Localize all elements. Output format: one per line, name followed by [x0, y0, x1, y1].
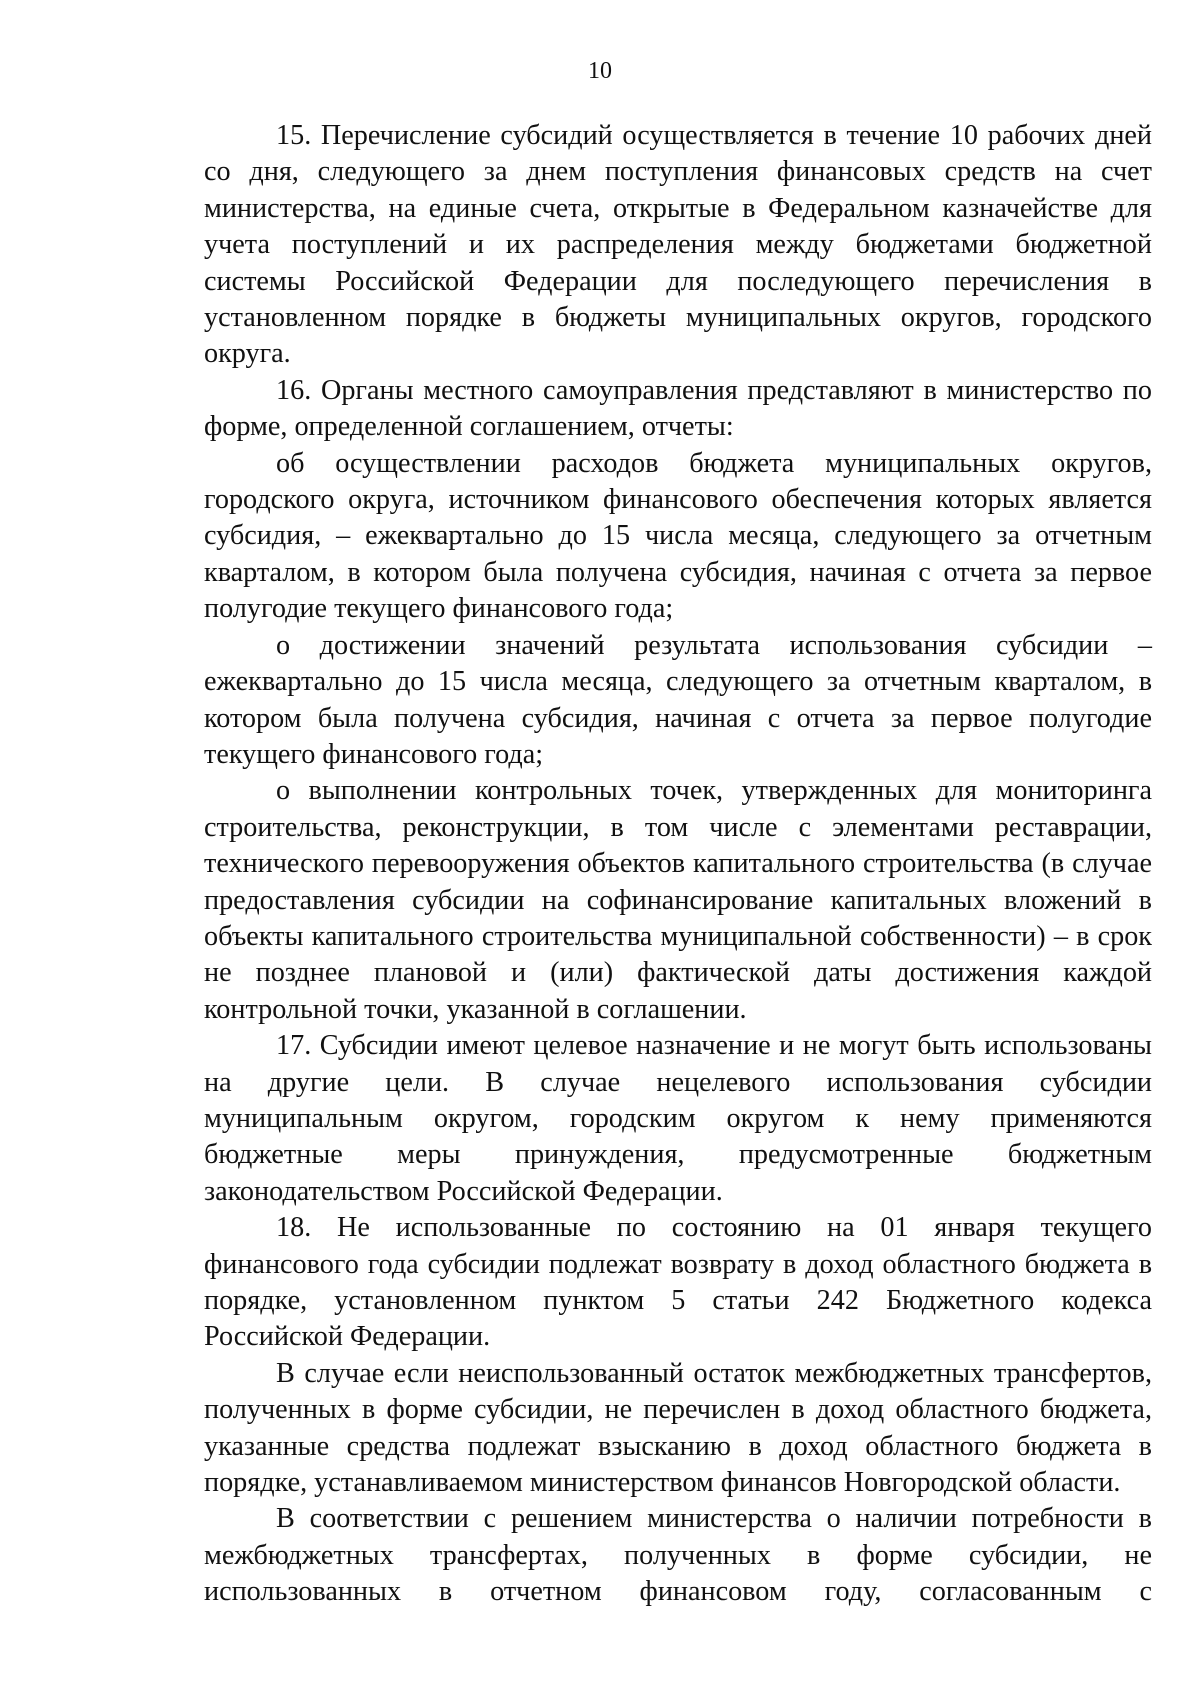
- paragraph-18-ministry-decision: В соответствии с решением министерства о наличии потребности в межбюджетных трансфертах, полученных в форме субсидии, не использованных в отчетном финансовом году, согласованным с: [204, 1503, 1152, 1608]
- page-number: 10: [588, 58, 612, 84]
- paragraph-18-unused-balance: В случае если неиспользованный остаток межбюджетных трансфертов, полученных в форме субсидии, не перечислен в доход областного бюджета, указанные средства подлежат взысканию в доход областного бюджета в порядке, устанавливаемом министерством финансов Новгородской области.: [204, 1357, 1152, 1499]
- paragraph-16-report-results: о достижении значений результата использования субсидии – ежеквартально до 15 числа месяца, следующего за отчетным кварталом, в котором была получена субсидия, начиная с отчета за первое полугодие текущего финансового года;: [204, 629, 1152, 770]
- paragraph-17: 17. Субсидии имеют целевое назначение и не могут быть использованы на другие цели. В случае нецелевого использования субсидии муниципальным округом, городским округом к нему применяются бюджетные меры принуждения, предусмотренные бюджетным законодательством Российской Федерации.: [204, 1030, 1152, 1207]
- paragraph-16-report-expenses: об осуществлении расходов бюджета муниципальных округов, городского округа, источником финансового обеспечения которых является субсидия, – ежеквартально до 15 числа месяца, следующего за отчетным кварталом, в котором была получена субсидия, начиная с отчета за первое полугодие текущего финансового года;: [204, 447, 1152, 625]
- document-body: [204, 118, 1152, 1611]
- paragraph-15: 15. Перечисление субсидий осуществляется в течение 10 рабочих дней со дня, следующего за днем поступления финансовых средств на счет министерства, на единые счета, открытые в Федеральном казначействе для учета поступлений и их распределения между бюджетами бюджетной системы Российской Федерации для последующего перечисления в установленном порядке в бюджеты муниципальных округов, городского округа.: [204, 120, 1152, 370]
- paragraph-16: 16. Органы местного самоуправления представляют в министерство по форме, определенной соглашением, отчеты:: [204, 374, 1152, 443]
- paragraph-18: 18. Не использованные по состоянию на 01 января текущего финансового года субсидии подлежат возврату в доход областного бюджета в порядке, установленном пунктом 5 статьи 242 Бюджетного кодекса Российской Федерации.: [204, 1212, 1152, 1353]
- paragraph-16-report-checkpoints: о выполнении контрольных точек, утвержденных для мониторинга строительства, реконструкции, в том числе с элементами реставрации, технического перевооружения объектов капитального строительства (в случае предоставления субсидии на софинансирование капитальных вложений в объекты капитального строительства муниципальной собственности) – в срок не позднее плановой и (или) фактической даты достижения каждой контрольной точки, указанной в соглашении.: [204, 775, 1152, 1025]
